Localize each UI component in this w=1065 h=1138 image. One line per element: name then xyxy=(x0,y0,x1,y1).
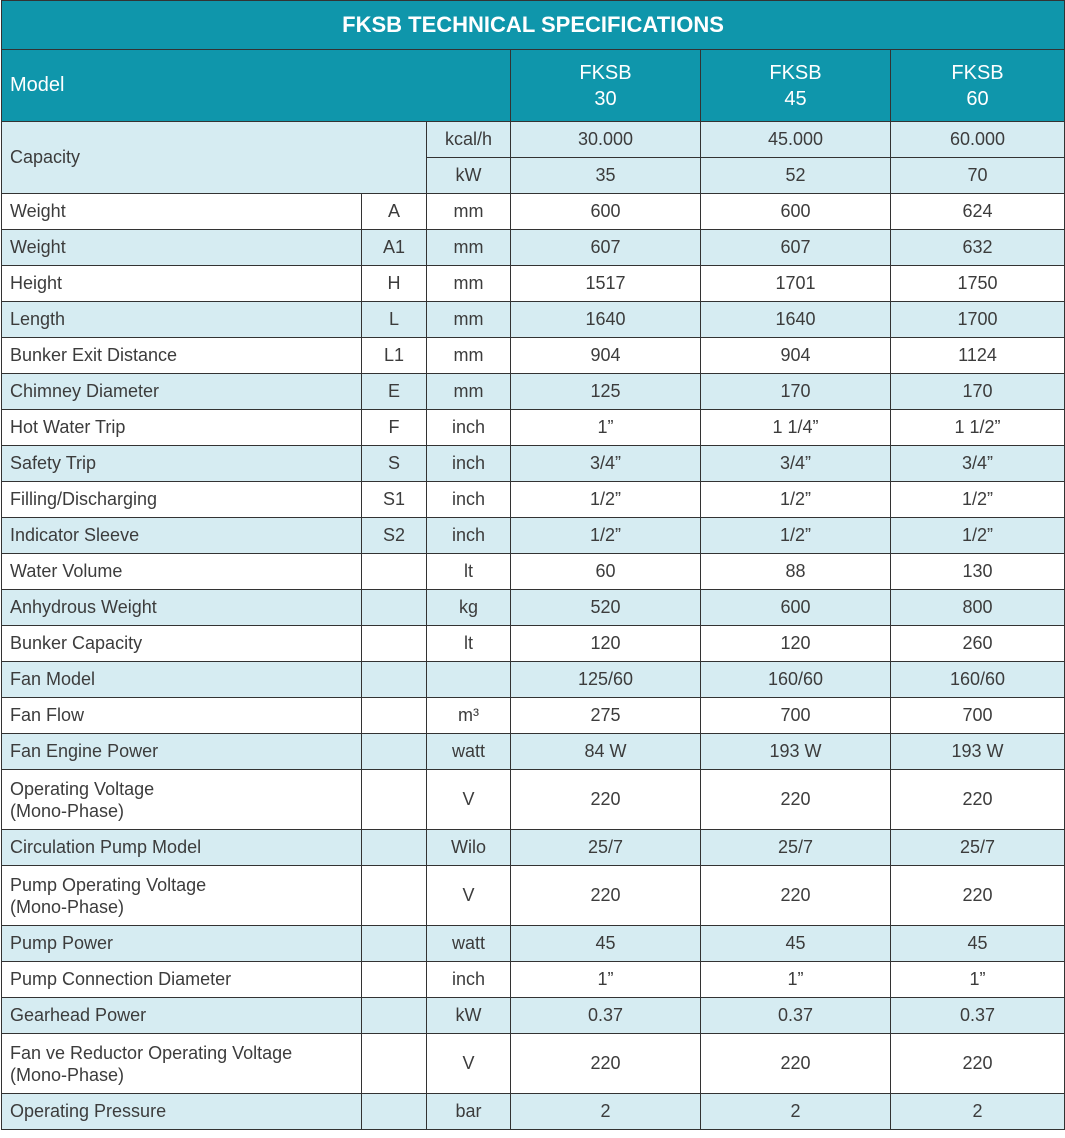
value-cell: 1/2” xyxy=(511,518,701,554)
row-label-text: Fan ve Reductor Operating Voltage xyxy=(10,1042,293,1063)
row-label-text: Pump Connection Diameter xyxy=(10,969,232,989)
table-row xyxy=(2,590,1065,626)
row-label-text: Bunker Capacity xyxy=(10,633,143,653)
value-cell: 130 xyxy=(891,554,1065,590)
row-label xyxy=(2,626,362,662)
value-cell: 607 xyxy=(701,230,891,266)
value-cell: 88 xyxy=(701,554,891,590)
value-cell: 1700 xyxy=(891,302,1065,338)
dimension-code-cell: S xyxy=(362,446,427,482)
table-row xyxy=(2,482,1065,518)
dimension-code-cell: H xyxy=(362,266,427,302)
model-header-label: Model xyxy=(2,50,511,122)
value-cell: 632 xyxy=(891,230,1065,266)
table-row xyxy=(2,770,1065,830)
row-label-subtext: (Mono-Phase) xyxy=(10,896,125,917)
value-cell: 25/7 xyxy=(701,830,891,866)
table-row xyxy=(2,410,1065,446)
unit-cell: bar xyxy=(427,1094,511,1130)
value-cell: 125 xyxy=(511,374,701,410)
row-label-text: Indicator Sleeve xyxy=(10,525,140,545)
row-label xyxy=(2,338,362,374)
value-cell: 700 xyxy=(891,698,1065,734)
table-row xyxy=(2,830,1065,866)
row-label-subtext: (Mono-Phase) xyxy=(10,1064,125,1085)
row-label xyxy=(2,866,362,926)
row-label-text: Chimney Diameter xyxy=(10,381,160,401)
unit-cell: m³ xyxy=(427,698,511,734)
row-label-text: Anhydrous Weight xyxy=(10,597,157,617)
dimension-code-cell: L1 xyxy=(362,338,427,374)
value-cell: 3/4” xyxy=(701,446,891,482)
unit-cell: inch xyxy=(427,518,511,554)
value-cell: 84 W xyxy=(511,734,701,770)
value-cell: 1640 xyxy=(701,302,891,338)
value-cell: 1750 xyxy=(891,266,1065,302)
unit-cell: kg xyxy=(427,590,511,626)
row-label-text: Height xyxy=(10,273,63,293)
row-label-text: Water Volume xyxy=(10,561,123,581)
unit-cell: mm xyxy=(427,338,511,374)
value-cell: 220 xyxy=(891,1034,1065,1094)
row-label xyxy=(2,482,362,518)
value-cell: 904 xyxy=(511,338,701,374)
value-cell: 120 xyxy=(701,626,891,662)
table-row xyxy=(2,374,1065,410)
value-cell: 30.000 xyxy=(511,122,701,158)
value-cell: 45 xyxy=(891,926,1065,962)
row-label xyxy=(2,374,362,410)
table-row xyxy=(2,302,1065,338)
unit-cell: inch xyxy=(427,446,511,482)
value-cell: 1 1/4” xyxy=(701,410,891,446)
dimension-code-cell xyxy=(362,998,427,1034)
value-cell: 170 xyxy=(891,374,1065,410)
unit-cell: lt xyxy=(427,626,511,662)
dimension-code-cell xyxy=(362,698,427,734)
row-label xyxy=(2,770,362,830)
row-label xyxy=(2,518,362,554)
value-cell: 45 xyxy=(511,926,701,962)
value-cell: 1” xyxy=(511,410,701,446)
spec-table xyxy=(1,0,1065,1130)
row-label xyxy=(2,302,362,338)
dimension-code-cell xyxy=(362,866,427,926)
value-cell: 624 xyxy=(891,194,1065,230)
dimension-code-cell: A1 xyxy=(362,230,427,266)
unit-cell: mm xyxy=(427,230,511,266)
unit-cell: kcal/h xyxy=(427,122,511,158)
dimension-code-cell xyxy=(362,1034,427,1094)
row-label xyxy=(2,1034,362,1094)
unit-cell: Wilo xyxy=(427,830,511,866)
row-label-text: Circulation Pump Model xyxy=(10,837,202,857)
value-cell: 25/7 xyxy=(511,830,701,866)
value-cell: 260 xyxy=(891,626,1065,662)
table-row xyxy=(2,1034,1065,1094)
value-cell: 220 xyxy=(511,770,701,830)
table-row xyxy=(2,230,1065,266)
model-header-fksb-45: FKSB 45 xyxy=(701,50,891,122)
value-cell: 607 xyxy=(511,230,701,266)
dimension-code-cell xyxy=(362,590,427,626)
table-row xyxy=(2,554,1065,590)
dimension-code-cell xyxy=(362,626,427,662)
dimension-code-cell: S1 xyxy=(362,482,427,518)
row-label-text: Weight xyxy=(10,237,66,257)
value-cell: 0.37 xyxy=(891,998,1065,1034)
row-label xyxy=(2,266,362,302)
value-cell: 1517 xyxy=(511,266,701,302)
table-row xyxy=(2,962,1065,998)
value-cell: 1/2” xyxy=(891,518,1065,554)
table-row xyxy=(2,266,1065,302)
row-label xyxy=(2,230,362,266)
row-label-text: Filling/Discharging xyxy=(10,489,158,509)
value-cell: 904 xyxy=(701,338,891,374)
table-row xyxy=(2,734,1065,770)
value-cell: 220 xyxy=(701,770,891,830)
value-cell: 220 xyxy=(701,866,891,926)
row-label-text: Operating Voltage xyxy=(10,778,155,799)
row-label-text: Safety Trip xyxy=(10,453,97,473)
dimension-code-cell: A xyxy=(362,194,427,230)
unit-cell: kW xyxy=(427,998,511,1034)
dimension-code-cell: E xyxy=(362,374,427,410)
row-label xyxy=(2,554,362,590)
table-row xyxy=(2,698,1065,734)
value-cell: 35 xyxy=(511,158,701,194)
unit-cell: inch xyxy=(427,482,511,518)
value-cell: 3/4” xyxy=(511,446,701,482)
table-row xyxy=(2,338,1065,374)
value-cell: 0.37 xyxy=(701,998,891,1034)
table-row-capacity-kcal xyxy=(2,122,1065,158)
value-cell: 1” xyxy=(511,962,701,998)
value-cell: 1/2” xyxy=(891,482,1065,518)
value-cell: 1/2” xyxy=(511,482,701,518)
value-cell: 45.000 xyxy=(701,122,891,158)
dimension-code-cell xyxy=(362,662,427,698)
table-row xyxy=(2,998,1065,1034)
row-label xyxy=(2,590,362,626)
value-cell: 1/2” xyxy=(701,518,891,554)
value-cell: 52 xyxy=(701,158,891,194)
value-cell: 60.000 xyxy=(891,122,1065,158)
row-label xyxy=(2,194,362,230)
value-cell: 220 xyxy=(511,866,701,926)
model-header-fksb-60: FKSB 60 xyxy=(891,50,1065,122)
row-label xyxy=(2,734,362,770)
unit-cell: mm xyxy=(427,266,511,302)
value-cell: 800 xyxy=(891,590,1065,626)
row-label-text: Gearhead Power xyxy=(10,1005,147,1025)
row-label xyxy=(2,998,362,1034)
dimension-code-cell xyxy=(362,830,427,866)
value-cell: 220 xyxy=(891,770,1065,830)
table-row xyxy=(2,866,1065,926)
value-cell: 2 xyxy=(891,1094,1065,1130)
row-label-text: Bunker Exit Distance xyxy=(10,345,178,365)
table-row xyxy=(2,662,1065,698)
row-label-text: Fan Flow xyxy=(10,705,85,725)
row-label-text: Pump Power xyxy=(10,933,114,953)
value-cell: 1701 xyxy=(701,266,891,302)
value-cell: 160/60 xyxy=(701,662,891,698)
unit-cell: inch xyxy=(427,962,511,998)
unit-cell: mm xyxy=(427,374,511,410)
dimension-code-cell xyxy=(362,554,427,590)
row-label xyxy=(2,962,362,998)
row-label xyxy=(2,698,362,734)
row-label-text: Length xyxy=(10,309,66,329)
value-cell: 70 xyxy=(891,158,1065,194)
unit-cell: mm xyxy=(427,302,511,338)
row-label-text: Fan Model xyxy=(10,669,96,689)
dimension-code-cell: F xyxy=(362,410,427,446)
value-cell: 220 xyxy=(511,1034,701,1094)
value-cell: 120 xyxy=(511,626,701,662)
unit-cell: V xyxy=(427,866,511,926)
value-cell: 220 xyxy=(891,866,1065,926)
row-label-text: Pump Operating Voltage xyxy=(10,874,207,895)
value-cell: 220 xyxy=(701,1034,891,1094)
dimension-code-cell xyxy=(362,1094,427,1130)
value-cell: 600 xyxy=(701,590,891,626)
row-label-text: Weight xyxy=(10,201,66,221)
dimension-code-cell xyxy=(362,926,427,962)
row-label xyxy=(2,926,362,962)
value-cell: 600 xyxy=(701,194,891,230)
unit-cell xyxy=(427,662,511,698)
row-label-subtext: (Mono-Phase) xyxy=(10,800,125,821)
value-cell: 1124 xyxy=(891,338,1065,374)
unit-cell: watt xyxy=(427,926,511,962)
value-cell: 3/4” xyxy=(891,446,1065,482)
row-label xyxy=(2,1094,362,1130)
value-cell: 193 W xyxy=(891,734,1065,770)
value-cell: 60 xyxy=(511,554,701,590)
value-cell: 700 xyxy=(701,698,891,734)
dimension-code-cell: S2 xyxy=(362,518,427,554)
row-label-text: Operating Pressure xyxy=(10,1101,167,1121)
value-cell: 1/2” xyxy=(701,482,891,518)
value-cell: 125/60 xyxy=(511,662,701,698)
row-label-text: Fan Engine Power xyxy=(10,741,159,761)
table-row xyxy=(2,626,1065,662)
table-row xyxy=(2,1094,1065,1130)
model-header-fksb-30: FKSB 30 xyxy=(511,50,701,122)
unit-cell: watt xyxy=(427,734,511,770)
value-cell: 45 xyxy=(701,926,891,962)
value-cell: 160/60 xyxy=(891,662,1065,698)
row-label xyxy=(2,446,362,482)
value-cell: 25/7 xyxy=(891,830,1065,866)
unit-cell: inch xyxy=(427,410,511,446)
table-title: FKSB TECHNICAL SPECIFICATIONS xyxy=(2,1,1065,50)
table-row xyxy=(2,518,1065,554)
value-cell: 0.37 xyxy=(511,998,701,1034)
value-cell: 520 xyxy=(511,590,701,626)
table-row xyxy=(2,446,1065,482)
value-cell: 1” xyxy=(701,962,891,998)
value-cell: 1 1/2” xyxy=(891,410,1065,446)
value-cell: 600 xyxy=(511,194,701,230)
unit-cell: lt xyxy=(427,554,511,590)
value-cell: 2 xyxy=(511,1094,701,1130)
table-row xyxy=(2,194,1065,230)
unit-cell: V xyxy=(427,770,511,830)
unit-cell: V xyxy=(427,1034,511,1094)
value-cell: 275 xyxy=(511,698,701,734)
row-label xyxy=(2,830,362,866)
value-cell: 193 W xyxy=(701,734,891,770)
table-row xyxy=(2,926,1065,962)
dimension-code-cell xyxy=(362,770,427,830)
dimension-code-cell: L xyxy=(362,302,427,338)
value-cell: 1640 xyxy=(511,302,701,338)
value-cell: 2 xyxy=(701,1094,891,1130)
unit-cell: kW xyxy=(427,158,511,194)
dimension-code-cell xyxy=(362,734,427,770)
row-label xyxy=(2,410,362,446)
value-cell: 170 xyxy=(701,374,891,410)
row-label xyxy=(2,662,362,698)
row-label-text: Hot Water Trip xyxy=(10,417,126,437)
unit-cell: mm xyxy=(427,194,511,230)
value-cell: 1” xyxy=(891,962,1065,998)
dimension-code-cell xyxy=(362,962,427,998)
capacity-label: Capacity xyxy=(2,122,427,194)
